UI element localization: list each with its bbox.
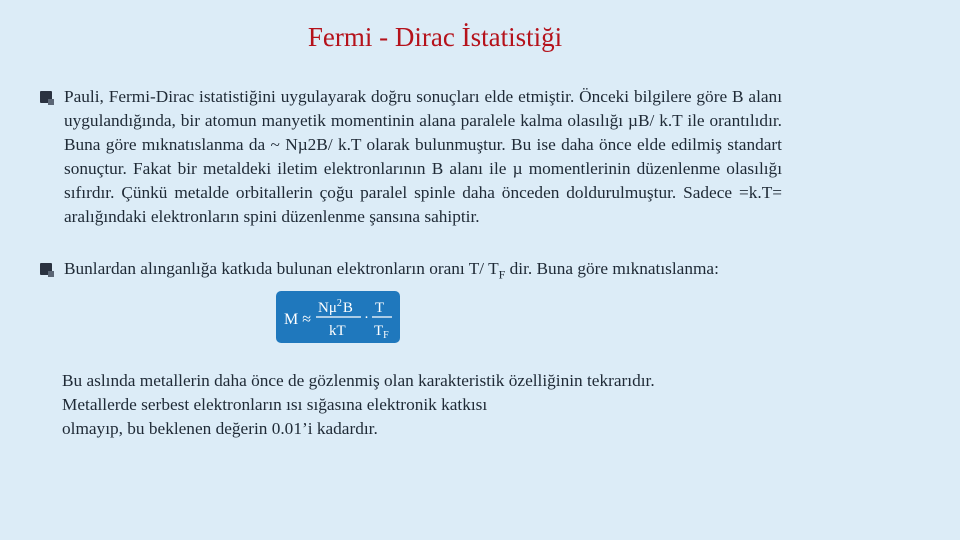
bullet-item-susceptibility xyxy=(40,257,782,286)
bullet-text-part: Bunlardan alınganlığa katkıda bulunan elektronların oranı T/ T xyxy=(64,259,499,278)
bullet-item-pauli xyxy=(40,85,782,229)
fermi-subscript: F xyxy=(498,267,506,282)
slide-title: Fermi - Dirac İstatistiği xyxy=(307,22,563,52)
paragraph-line: Metallerde serbest elektronların ısı sığasına elektronik katkısı xyxy=(62,395,488,414)
checkbox-bullet-icon xyxy=(40,91,52,103)
equation-frac1-denominator: kT xyxy=(329,323,346,339)
equation-frac2-denominator: $T_F$ xyxy=(374,323,389,341)
equation-frac1-numerator: $N\mu^2B$ xyxy=(318,298,353,316)
equation-lhs: M ≈ xyxy=(284,311,312,328)
checkbox-bullet-icon xyxy=(40,263,52,275)
paragraph-line: olmayıp, bu beklenen değerin 0.01’i kadardır. xyxy=(62,419,378,438)
equation-dot: · xyxy=(364,310,369,326)
bullet-text-part: dir. Buna göre mıknatıslanma: xyxy=(505,259,719,278)
conclusion-paragraph xyxy=(62,369,802,441)
bullet-text: Pauli, Fermi-Dirac istatistiğini uygulayarak doğru sonuçları elde etmiştir. Önceki bilgilere göre B alanı uygulandığında, bir atomun manyetik momentinin alana paralele kalma olasılığı µB/ k.T ile orantılıdır. Buna göre mıknatıslanma da ~ Nµ2B/ k.T olarak bulunmuştur. Bu ise daha önce elde edilmiş standart sonuçtur. Fakat bir metaldeki iletim elektronlarının B alanı ile µ momentlerinin düzenlenme olasılığı sıfırdır. Çünkü metalde orbitallerin çoğu paralel spinle daha önceden doldurulmuştur. Sadece =k.T= aralığındaki elektronların spini düzenlenme şansına sahiptir. xyxy=(64,87,782,226)
paragraph-line: Bu aslında metallerin daha önce de gözlenmiş olan karakteristik özelliğinin tekrarıdır. xyxy=(62,371,655,390)
magnetization-equation xyxy=(276,291,400,343)
bullet-text xyxy=(64,257,782,286)
equation-frac2-numerator: T xyxy=(375,300,385,316)
